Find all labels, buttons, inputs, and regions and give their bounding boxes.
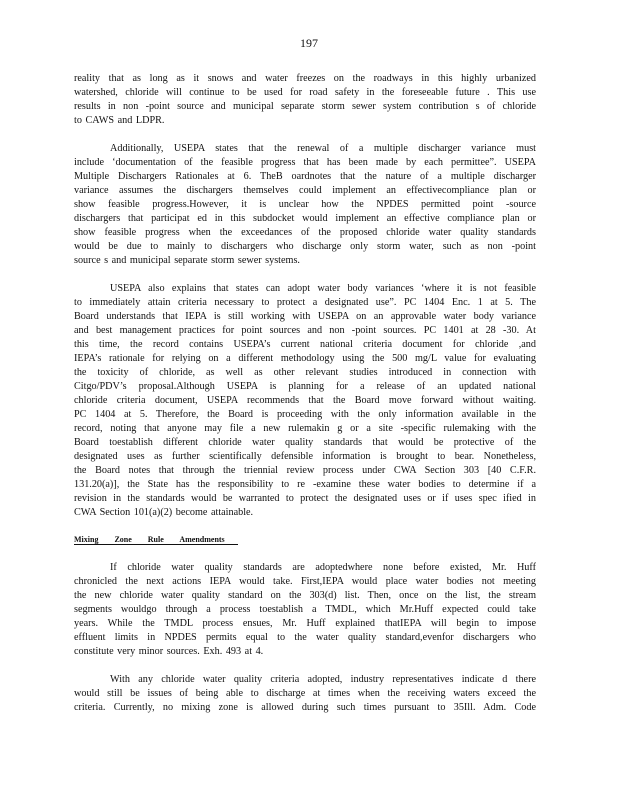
text-line: to CAWS and LDPR. [74, 115, 165, 126]
text-line: constitute very minor sources. Exh. 493 at 4. [74, 646, 264, 657]
text-line: and best management practices for point sources and non -point sources. PC 1401 at 28 -30. At [74, 325, 536, 336]
text-line: would be due to mainly to dischargers who discharge only storm water, such as non -point [74, 241, 536, 252]
text-line: 131.20(a)], the State has the responsibility to re -examine these water bodies to determine if a [74, 479, 536, 490]
text-line: Additionally, USEPA states that the renewal of a multiple discharger variance must [110, 143, 536, 154]
text-line: watershed, chloride will continue to be used for road safety in the foreseeable future . This use [74, 87, 536, 98]
text-line: revision in the standards would be warranted to protect the designated uses or if uses spec ified in [74, 493, 536, 504]
text-line: show feasible progress.However, it is unclear how the NPDES permitted point -source [74, 199, 536, 210]
text-line: With any chloride water quality criteria adopted, industry representatives indicate d there [110, 674, 536, 685]
text-line: the new chloride water quality standard on the 303(d) list. Then, once on the list, the stream [74, 590, 536, 601]
text-line: CWA Section 101(a)(2) become attainable. [74, 507, 254, 518]
text-line: IEPA’s rationale for relying on a different methodology using the 500 mg/L value for evaluating [74, 353, 536, 364]
text-line: results in non -point source and municipal separate storm sewer system contribution s of chloride [74, 101, 536, 112]
text-line: designated uses as further scientifically defensible information is brought to bear. Nonetheless, [74, 451, 536, 462]
text-line: this time, the record contains USEPA’s current national criteria document for chloride ,and [74, 339, 536, 350]
text-line: variance assumes the dischargers themselves could implement an effectivecompliance plan or [74, 185, 536, 196]
text-line: effluent limits in NPDES permits equal to the water quality standard,evenfor dischargers who [74, 632, 536, 643]
page-number: 197 [300, 36, 318, 50]
text-line: Board toestablish different chloride water quality standards that would be protective of the [74, 437, 536, 448]
text-line: Citgo/PDV’s proposal.Although USEPA is planning for a release of an updated national [74, 381, 536, 392]
text-line: the toxicity of chloride, as well as other relevant studies introduced in connection with [74, 367, 536, 378]
text-line: Board understands that IEPA is still working with USEPA on an approvable water body variance [74, 311, 536, 322]
text-line: chronicled the next actions IEPA would take. First,IEPA would place water bodies not meeting [74, 576, 536, 587]
text-line: show feasible progress when the exceedances of the proposed chloride water quality standards [74, 227, 536, 238]
text-line: would still be issues of being able to discharge at times when the receiving waters exceed the [74, 688, 536, 699]
section-heading: Mixing Zone Rule Amendments [74, 535, 225, 544]
text-line: If chloride water quality standards are adoptedwhere none before existed, Mr. Huff [110, 562, 536, 573]
text-line: record, noting that anyone may file a new rulemakin g or a site -specific rulemaking with the [74, 423, 536, 434]
text-line: source s and municipal separate storm sewer systems. [74, 255, 300, 266]
text-line: to immediately attain criteria necessary to protect a designated use”. PC 1404 Enc. 1 at 5. The [74, 297, 536, 308]
text-line: Multiple Dischargers Rationales at 6. TheB oardnotes that the nature of a multiple discharger [74, 171, 536, 182]
text-line: reality that as long as it snows and water freezes on the roadways in this highly urbanized [74, 73, 536, 84]
text-line: segments wouldgo through a process toestablish a TMDL, which Mr.Huff expected could take [74, 604, 536, 615]
text-line: the Board notes that through the triennial review process under CWA Section 303 [40 C.F.R. [74, 465, 536, 476]
text-line: dischargers that participat ed in this subdocket would implement an effective compliance plan or [74, 213, 536, 224]
text-line: include ‘documentation of the feasible progress that has been made by each permittee”. USEPA [74, 157, 536, 168]
heading-underline [74, 544, 238, 545]
text-line: years. While the TMDL process ensues, Mr. Huff explained thatIEPA will begin to impose [74, 618, 536, 629]
text-line: chloride criteria document, USEPA recommends that the Board move forward without waiting. [74, 395, 536, 406]
text-line: criteria. Currently, no mixing zone is allowed during such times pursuant to 35Ill. Adm. Code [74, 702, 536, 713]
text-line: USEPA also explains that states can adopt water body variances ‘where it is not feasible [110, 283, 536, 294]
text-line: PC 1404 at 5. Therefore, the Board is proceeding with the only information available in the [74, 409, 536, 420]
